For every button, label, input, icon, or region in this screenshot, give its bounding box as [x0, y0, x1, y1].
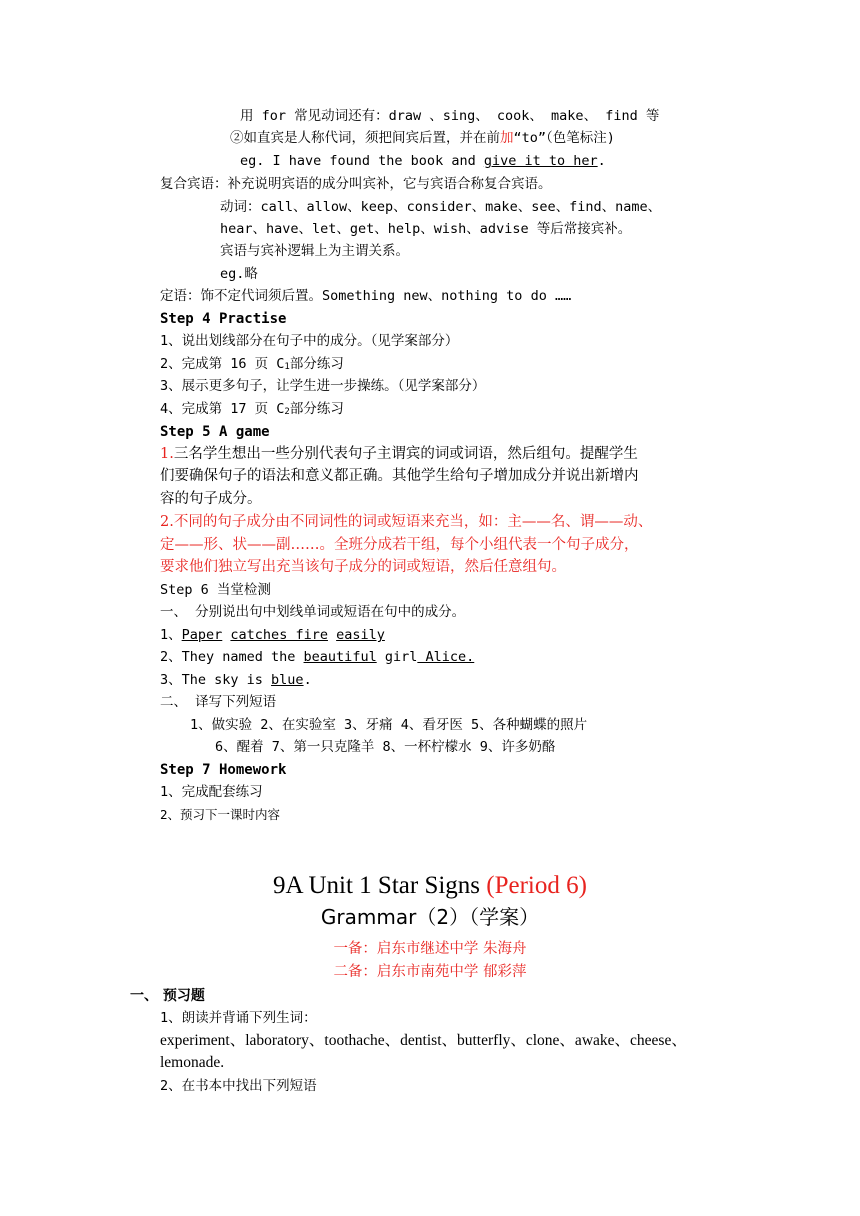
text-span: “to”（色笔标注): [513, 130, 615, 146]
text-line: 1、朗读并背诵下列生词：: [160, 1010, 317, 1026]
text-line: 1、说出划线部分在句子中的成分。（见学案部分）: [160, 333, 459, 349]
text-line: 容的句子成分。: [160, 491, 262, 507]
text-line: 动词：call、allow、keep、consider、make、see、find、name、: [220, 199, 662, 215]
text-span: 部分练习: [289, 401, 344, 417]
section-heading: 一、 预习题: [130, 988, 205, 1004]
underlined-text: Paper: [181, 627, 223, 643]
subscript: 1: [284, 362, 290, 372]
red-text: 1.: [160, 446, 174, 462]
text-span: 三名学生想出一些分别代表句子主谓宾的词或词语，然后组句。提醒学生: [173, 446, 638, 462]
text-line: [160, 399, 344, 422]
text-span: 1、: [160, 627, 182, 643]
step-heading: Step 7 Homework: [160, 762, 287, 778]
text-line: 一、 分别说出句中划线单词或短语在句中的成分。: [160, 604, 466, 620]
text-line: [160, 647, 474, 667]
underlined-text: catches fire: [230, 627, 328, 643]
text-span: 4、完成第 17 页 C: [160, 401, 285, 417]
underlined-text: beautiful: [303, 649, 377, 665]
text-line: 2、预习下一课时内容: [160, 807, 281, 822]
text-line: 6、醒着 7、第一只克隆羊 8、一杯柠檬水 9、许多奶酪: [215, 739, 556, 755]
text-line: hear、have、let、get、help、wish、advise 等后常接宾补。: [220, 221, 632, 237]
underlined-text: Alice.: [417, 649, 475, 665]
text-line: 们要确保句子的语法和意义都正确。其他学生给句子增加成分并说出新增内: [160, 468, 639, 484]
text-line: [160, 625, 385, 645]
text-line: 定语：饰不定代词须后置。Something new、nothing to do ……: [160, 288, 572, 304]
text-line: [240, 151, 606, 171]
text-span: 2、完成第 16 页 C: [160, 356, 285, 372]
subscript: 2: [284, 407, 290, 417]
title-text: 9A Unit 1 Star Signs: [273, 872, 487, 899]
text-line: [160, 670, 312, 690]
underlined-text: give it to her: [483, 153, 598, 169]
text-span: .: [597, 153, 606, 169]
step-heading: Step 5 A game: [160, 424, 270, 440]
text-span: girl: [376, 649, 418, 665]
text-line: 1、完成配套练习: [160, 784, 263, 800]
step-heading: Step 4 Practise: [160, 311, 287, 327]
text-span: eg. I have found the book and: [240, 153, 484, 169]
text-line: 1、做实验 2、在实验室 3、牙痛 4、看牙医 5、各种蝴蝶的照片: [190, 717, 588, 733]
underlined-text: easily: [336, 627, 385, 643]
text-line: [230, 128, 615, 148]
red-text-line: 定——形、状——副……。全班分成若干组，每个小组代表一个句子成分，: [160, 537, 639, 553]
page-subtitle: Grammar（2）（学案）: [320, 905, 540, 929]
text-span: 部分练习: [289, 356, 344, 372]
text-line: eg.略: [220, 266, 258, 282]
underlined-text: blue: [271, 672, 304, 688]
text-line: 复合宾语：补充说明宾语的成分叫宾补，它与宾语合称复合宾语。: [160, 176, 552, 192]
text-line: experiment、laboratory、toothache、dentist、butterfly、clone、awake、cheese、: [160, 1032, 687, 1049]
text-line: 2、在书本中找出下列短语: [160, 1078, 317, 1094]
red-text-line: 要求他们独立写出充当该句子成分的词或短语，然后任意组句。: [160, 559, 566, 575]
text-line: [160, 354, 344, 377]
page-title: [0, 871, 860, 901]
text-span: .: [303, 672, 312, 688]
text-line: 宾语与宾补逻辑上为主谓关系。: [220, 243, 409, 259]
text-line: 3、展示更多句子，让学生进一步操练。（见学案部分）: [160, 378, 486, 394]
text-line: [160, 444, 638, 464]
red-text-line: 2.不同的句子成分由不同词性的词或短语来充当，如：主——名、谓——动、: [160, 514, 653, 530]
author-line: 一备：启东市继述中学 朱海舟: [333, 941, 527, 957]
text-line: lemonade.: [160, 1054, 225, 1071]
author-line: 二备：启东市南苑中学 郁彩萍: [333, 964, 527, 980]
step-heading: Step 6 当堂检测: [160, 582, 271, 598]
red-text: 加: [500, 130, 514, 146]
text-span: 3、The sky is: [160, 672, 272, 688]
text-span: 2、They named the: [160, 649, 304, 665]
text-span: ②如直宾是人称代词，须把间宾后置，并在前: [230, 130, 500, 146]
text-line: 二、 译写下列短语: [160, 694, 277, 710]
text-line: 用 for 常见动词还有：draw 、sing、 cook、 make、 find 等: [240, 108, 660, 124]
title-period: (Period 6): [486, 872, 587, 899]
